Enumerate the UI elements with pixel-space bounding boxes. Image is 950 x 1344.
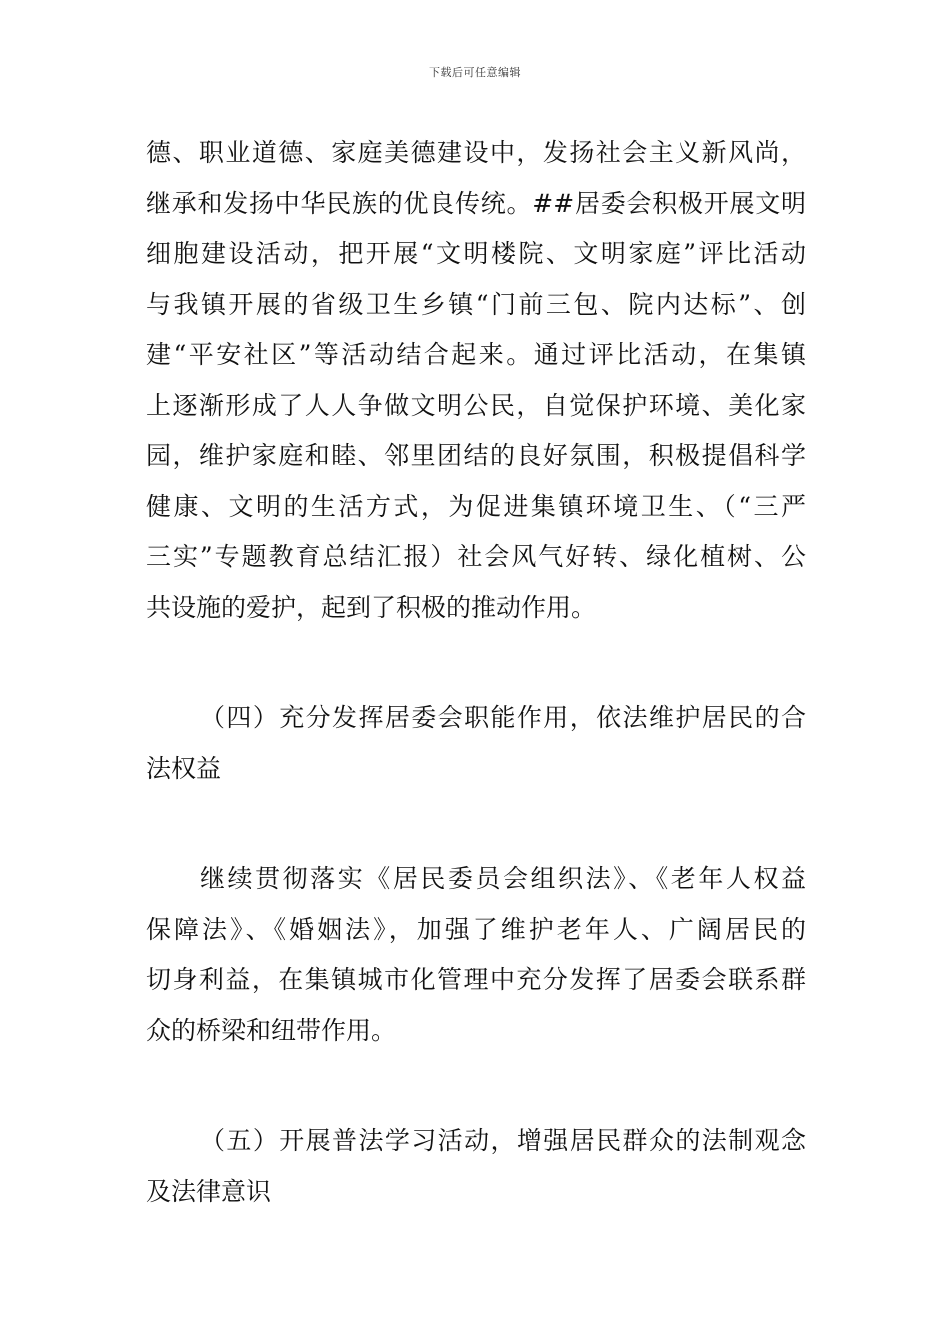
paragraph-civilization [146,128,806,633]
text-line: 共设施的爱护，起到了积极的推动作用。 [146,592,597,622]
text-line: 德、职业道德、家庭美德建设中，发扬社会主义新风尚， [146,138,806,167]
text-line: 与我镇开展的省级卫生乡镇“门前三包、院内达标”、创 [146,289,806,319]
paragraph-gap [146,1056,806,1116]
page-header: 下载后可任意编辑 [429,66,521,79]
text-line: 继续贯彻落实《居民委员会组织法》、《老年人权益 [200,864,806,893]
text-line: 保障法》、《婚姻法》，加强了维护老年人、广阔居民的 [146,914,806,944]
text-line: 继承和发扬中华民族的优良传统。##居委会积极开展文明 [146,188,806,218]
text-line: 三实”专题教育总结汇报）社会风气好转、绿化植树、公 [146,542,806,571]
section-heading-5 [146,1116,806,1217]
text-line: 上逐渐形成了人人争做文明公民，自觉保护环境、美化家 [146,390,806,420]
text-line: 切身利益，在集镇城市化管理中充分发挥了居委会联系群 [146,965,806,994]
text-line: 园，维护家庭和睦、邻里团结的良好氛围，积极提倡科学 [146,441,806,470]
text-line: 健康、文明的生活方式，为促进集镇环境卫生、（“三严 [146,491,806,521]
heading-line: 及法律意识 [146,1176,272,1206]
heading-line: （五）开展普法学习活动，增强居民群众的法制观念 [200,1126,806,1155]
paragraph-gap [146,633,806,693]
heading-line: （四）充分发挥居委会职能作用，依法维护居民的合 [200,703,806,732]
text-line: 众的桥梁和纽带作用。 [146,1015,397,1045]
paragraph-gap [146,794,806,854]
text-line: 建“平安社区”等活动结合起来。通过评比活动，在集镇 [146,340,806,369]
document-body [146,128,806,1217]
heading-line: 法权益 [146,753,222,783]
section-heading-4 [146,693,806,794]
text-line: 细胞建设活动，把开展“文明楼院、文明家庭”评比活动 [146,239,806,268]
paragraph-legal-rights [146,854,806,1056]
